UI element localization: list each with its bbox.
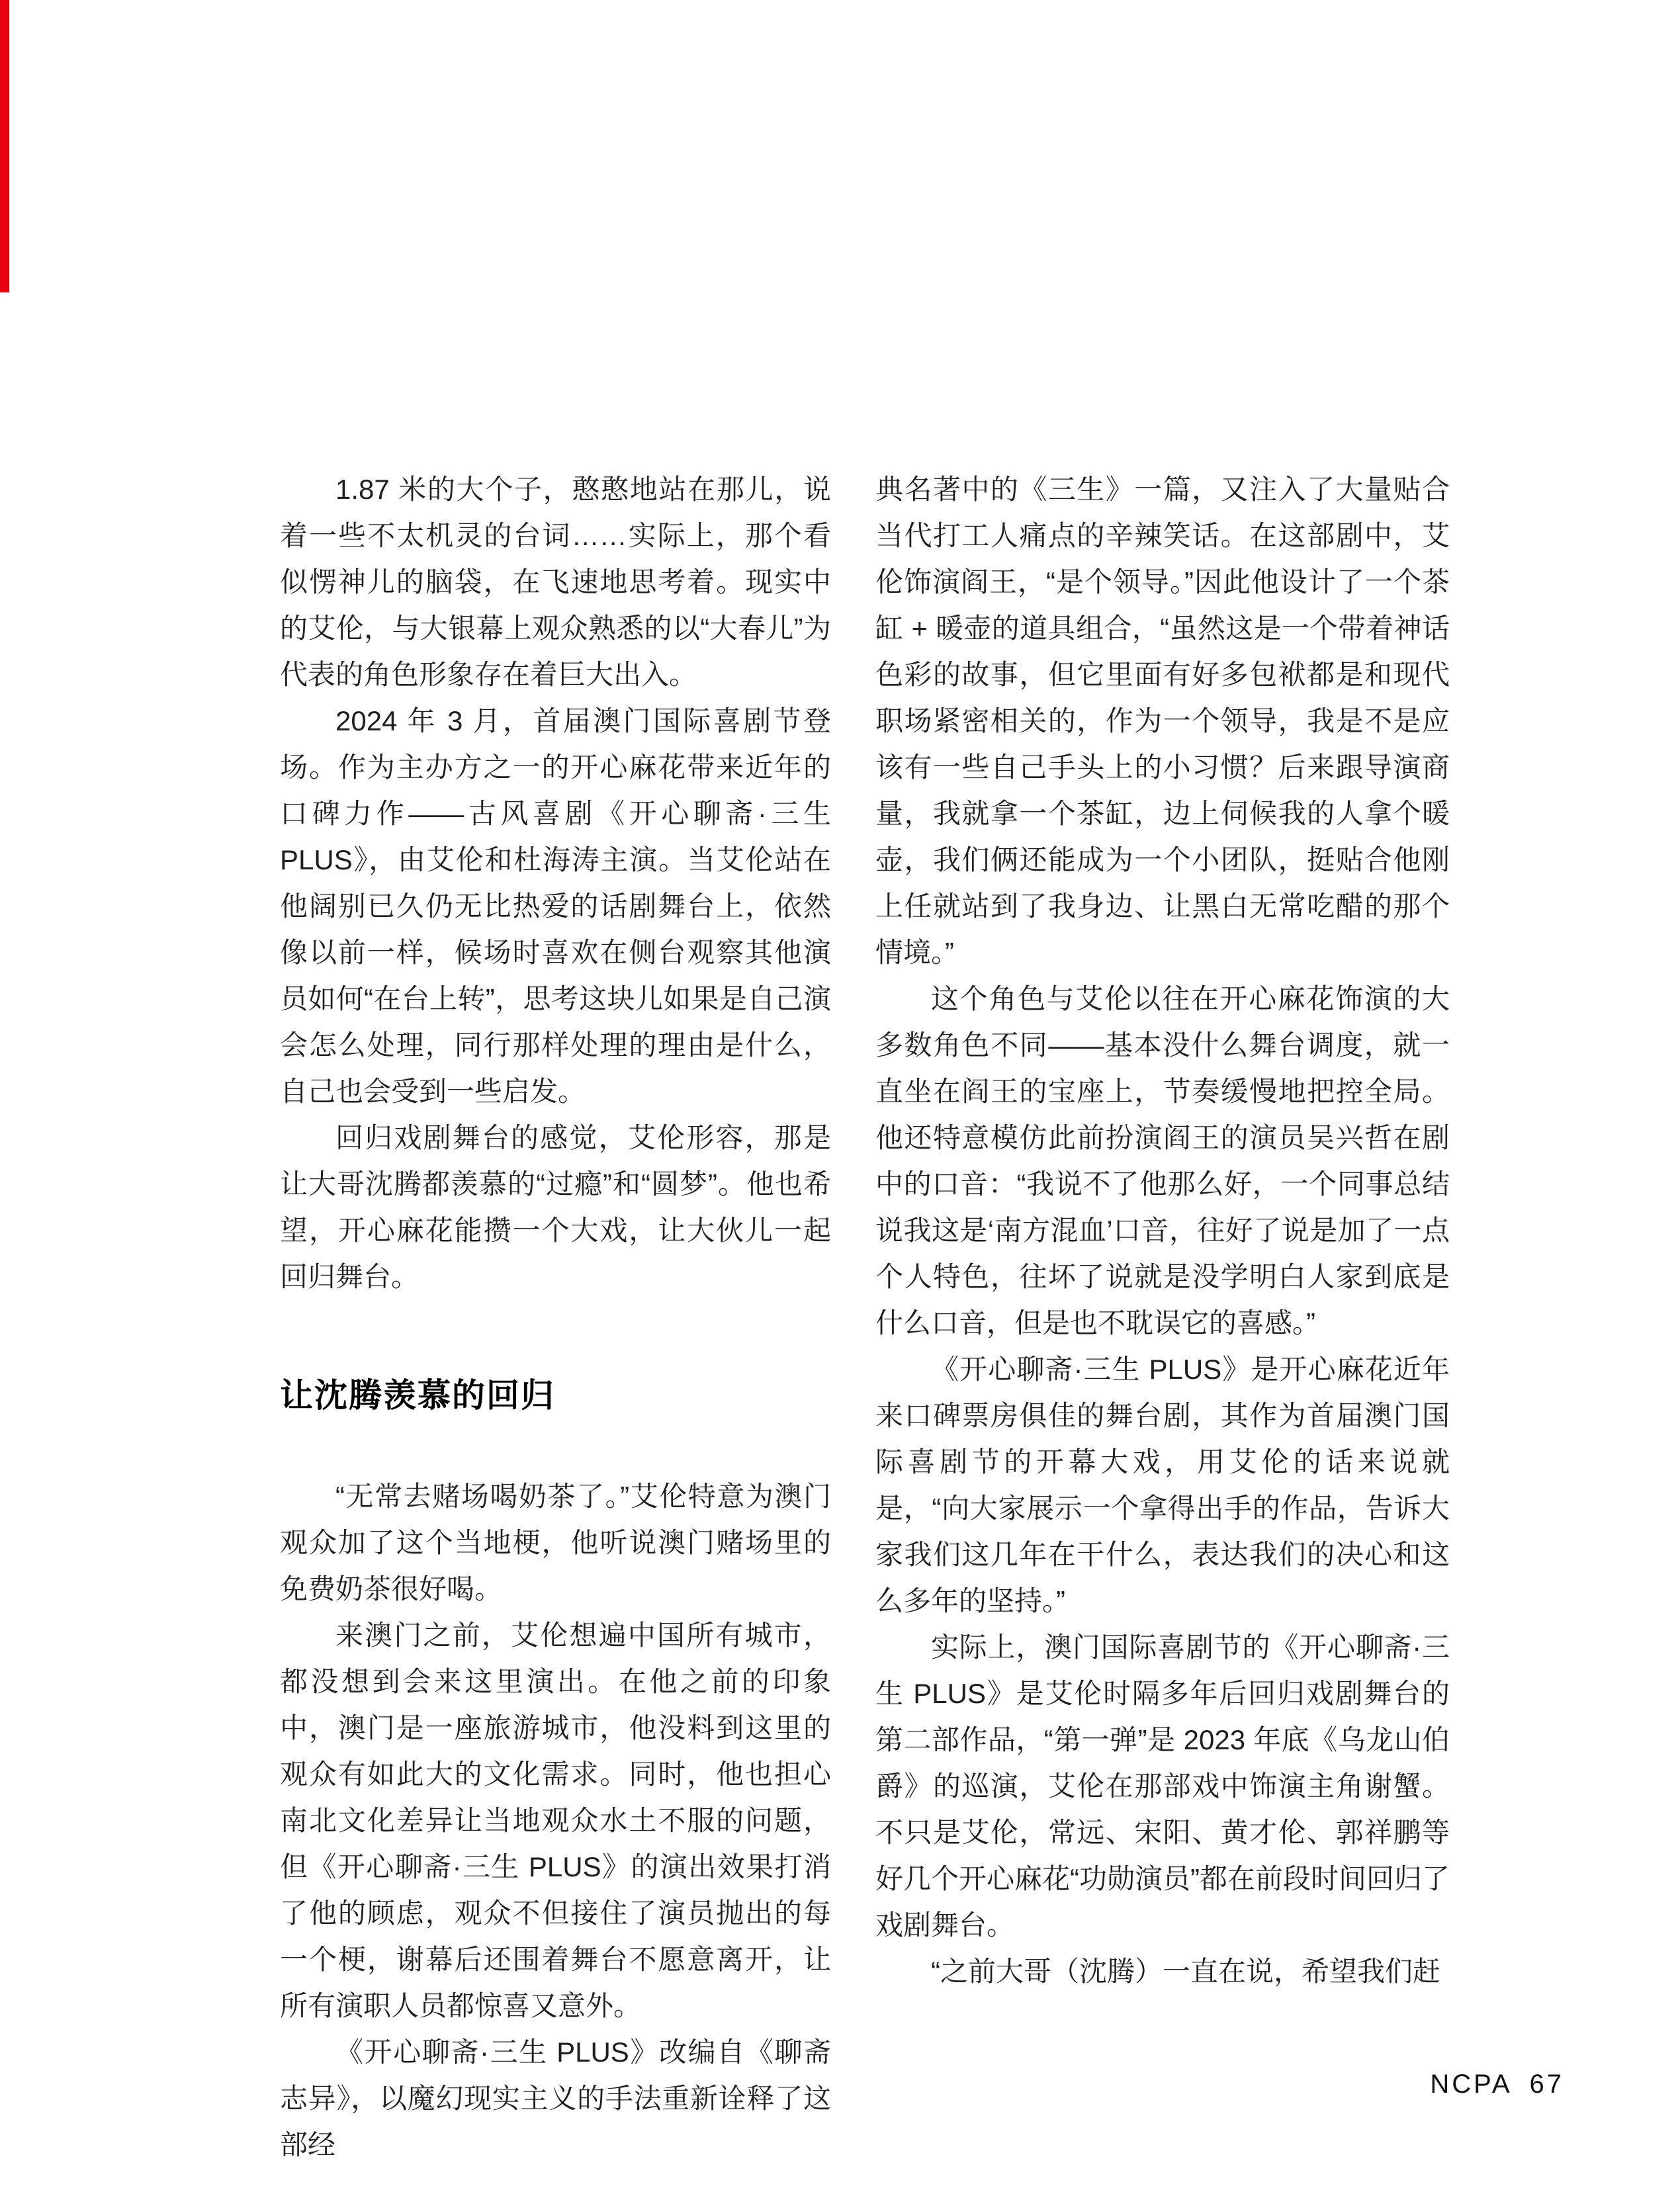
paragraph: 《开心聊斋·三生 PLUS》改编自《聊斋志异》，以魔幻现实主义的手法重新诠释了这部经 xyxy=(280,2036,831,2160)
paragraph: “无常去赌场喝奶茶了。”艾伦特意为澳门观众加了这个当地梗，他听说澳门赌场里的免费奶茶很好喝。 xyxy=(280,1481,831,1604)
paragraph: 1.87 米的大个子，憨憨地站在那儿，说着一些不太机灵的台词……实际上，那个看似愣神儿的脑袋，在飞速地思考着。现实中的艾伦，与大银幕上观众熟悉的以“大春儿”为代表的角色形象存在着巨大出入。 xyxy=(280,474,831,690)
paragraph: 典名著中的《三生》一篇，又注入了大量贴合当代打工人痛点的辛辣笑话。在这部剧中，艾伦饰演阎王，“是个领导。”因此他设计了一个茶缸 + 暖壶的道具组合，“虽然这是一个带着神话色彩的故事，但它里面有好多包袱都是和现代职场紧密相关的，作为一个领导，我是不是应该有一些自己手头上的小习惯？后来跟导演商量，我就拿一个茶缸，边上伺候我的人拿个暖壶，我们俩还能成为一个小团队，挺贴合他刚上任就站到了我身边、让黑白无常吃醋的那个情境。” xyxy=(875,474,1450,968)
section-heading: 让沈腾羡慕的回归 xyxy=(280,1377,555,1414)
footer-page-number: 67 xyxy=(1529,2070,1564,2099)
right-column xyxy=(875,466,1450,1995)
left-column xyxy=(280,466,831,2168)
footer-brand: NCPA xyxy=(1430,2070,1513,2099)
paragraph: 回归戏剧舞台的感觉，艾伦形容，那是让大哥沈腾都羡慕的“过瘾”和“圆梦”。他也希望，开心麻花能攒一个大戏，让大伙儿一起回归舞台。 xyxy=(280,1122,831,1292)
paragraph: 2024 年 3 月，首届澳门国际喜剧节登场。作为主办方之一的开心麻花带来近年的口碑力作——古风喜剧《开心聊斋·三生 PLUS》，由艾伦和杜海涛主演。当艾伦站在他阔别已久仍无比热爱的话剧舞台上，依然像以前一样，候场时喜欢在侧台观察其他演员如何“在台上转”，思考这块儿如果是自己演会怎么处理，同行那样处理的理由是什么，自己也会受到一些启发。 xyxy=(280,705,831,1107)
page-footer xyxy=(1430,2070,1564,2099)
paragraph: “之前大哥（沈腾）一直在说，希望我们赶 xyxy=(931,1956,1440,1987)
paragraph: 《开心聊斋·三生 PLUS》是开心麻花近年来口碑票房俱佳的舞台剧，其作为首届澳门国际喜剧节的开幕大戏，用艾伦的话来说就是，“向大家展示一个拿得出手的作品，告诉大家我们这几年在干什么，表达我们的决心和这么多年的坚持。” xyxy=(875,1354,1450,1616)
paragraph: 实际上，澳门国际喜剧节的《开心聊斋·三生 PLUS》是艾伦时隔多年后回归戏剧舞台的第二部作品，“第一弹”是 2023 年底《乌龙山伯爵》的巡演，艾伦在那部戏中饰演主角谢蟹。不只是艾伦，常远、宋阳、黄才伦、郭祥鹏等好几个开心麻花“功勋演员”都在前段时间回归了戏剧舞台。 xyxy=(875,1632,1450,1941)
paragraph: 来澳门之前，艾伦想遍中国所有城市，都没想到会来这里演出。在他之前的印象中，澳门是一座旅游城市，他没料到这里的观众有如此大的文化需求。同时，他也担心南北文化差异让当地观众水土不服的问题，但《开心聊斋·三生 PLUS》的演出效果打消了他的顾虑，观众不但接住了演员抛出的每一个梗，谢幕后还围着舞台不愿意离开，让所有演职人员都惊喜又意外。 xyxy=(280,1620,831,2021)
accent-bar xyxy=(0,0,9,292)
paragraph: 这个角色与艾伦以往在开心麻花饰演的大多数角色不同——基本没什么舞台调度，就一直坐在阎王的宝座上，节奏缓慢地把控全局。他还特意模仿此前扮演阎王的演员吴兴哲在剧中的口音：“我说不了他那么好，一个同事总结说我这是‘南方混血’口音，往好了说是加了一点个人特色，往坏了说就是没学明白人家到底是什么口音，但是也不耽误它的喜感。” xyxy=(875,983,1450,1338)
